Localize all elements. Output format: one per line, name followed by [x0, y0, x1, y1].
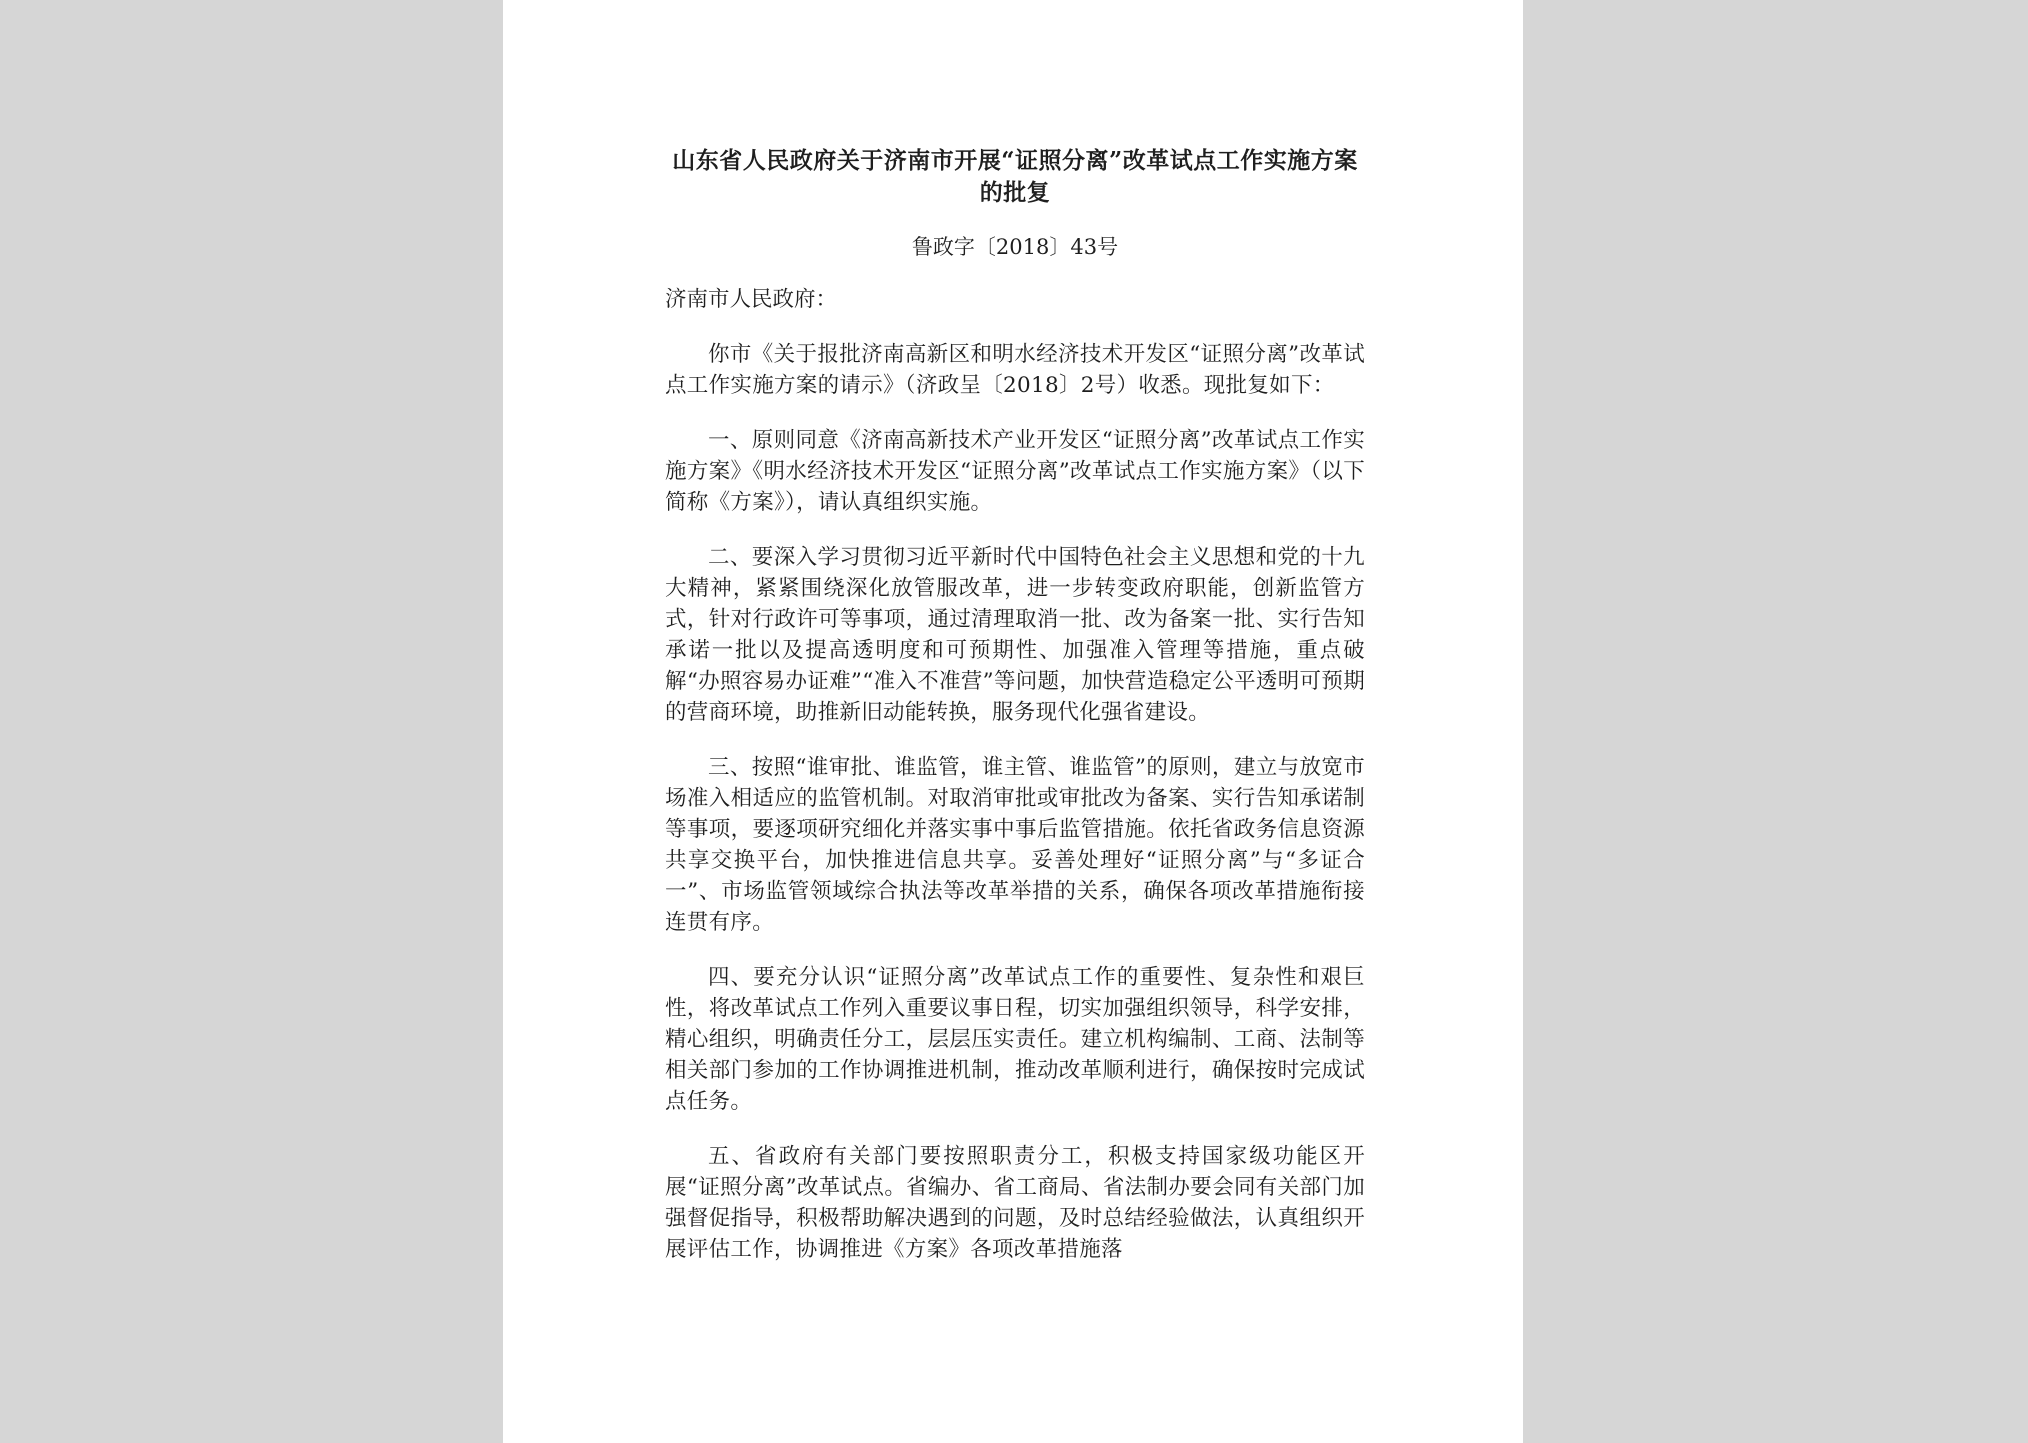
salutation: 济南市人民政府：: [665, 287, 838, 312]
paragraph-item-3: 三、按照“谁审批、谁监管，谁主管、谁监管”的原则，建立与放宽市场准入相适应的监管机制。对取消审批或审批改为备案、实行告知承诺制等事项，要逐项研究细化并落实事中事后监管措施。依托省政务信息资源共享交换平台，加快推进信息共享。妥善处理好“证照分离”与“多证合一”、市场监管领域综合执法等改革举措的关系，确保各项改革措施衔接连贯有序。: [665, 755, 1365, 935]
document-number: 鲁政字〔2018〕43号: [911, 235, 1119, 259]
document-title: 山东省人民政府关于济南市开展“证照分离”改革试点工作实施方案的批复: [672, 147, 1358, 206]
paragraph-item-2: 二、要深入学习贯彻习近平新时代中国特色社会主义思想和党的十九大精神，紧紧围绕深化放管服改革，进一步转变政府职能，创新监管方式，针对行政许可等事项，通过清理取消一批、改为备案一批、实行告知承诺一批以及提高透明度和可预期性、加强准入管理等措施，重点破解“办照容易办证难”“准入不准营”等问题，加快营造稳定公平透明可预期的营商环境，助推新旧动能转换，服务现代化强省建设。: [665, 545, 1365, 725]
paragraph-intro: 你市《关于报批济南高新区和明水经济技术开发区“证照分离”改革试点工作实施方案的请示》（济政呈〔2018〕2号）收悉。现批复如下：: [665, 342, 1365, 398]
document-page: [503, 0, 1523, 1443]
paragraph-item-4: 四、要充分认识“证照分离”改革试点工作的重要性、复杂性和艰巨性，将改革试点工作列入重要议事日程，切实加强组织领导，科学安排，精心组织，明确责任分工，层层压实责任。建立机构编制、工商、法制等相关部门参加的工作协调推进机制，推动改革顺利进行，确保按时完成试点任务。: [665, 965, 1365, 1114]
document-body: [665, 0, 1365, 1265]
paragraph-item-1: 一、原则同意《济南高新技术产业开发区“证照分离”改革试点工作实施方案》《明水经济技术开发区“证照分离”改革试点工作实施方案》（以下简称《方案》），请认真组织实施。: [665, 428, 1365, 515]
paragraph-item-5: 五、省政府有关部门要按照职责分工，积极支持国家级功能区开展“证照分离”改革试点。省编办、省工商局、省法制办要会同有关部门加强督促指导，积极帮助解决遇到的问题，及时总结经验做法，认真组织开展评估工作，协调推进《方案》各项改革措施落: [665, 1144, 1365, 1262]
